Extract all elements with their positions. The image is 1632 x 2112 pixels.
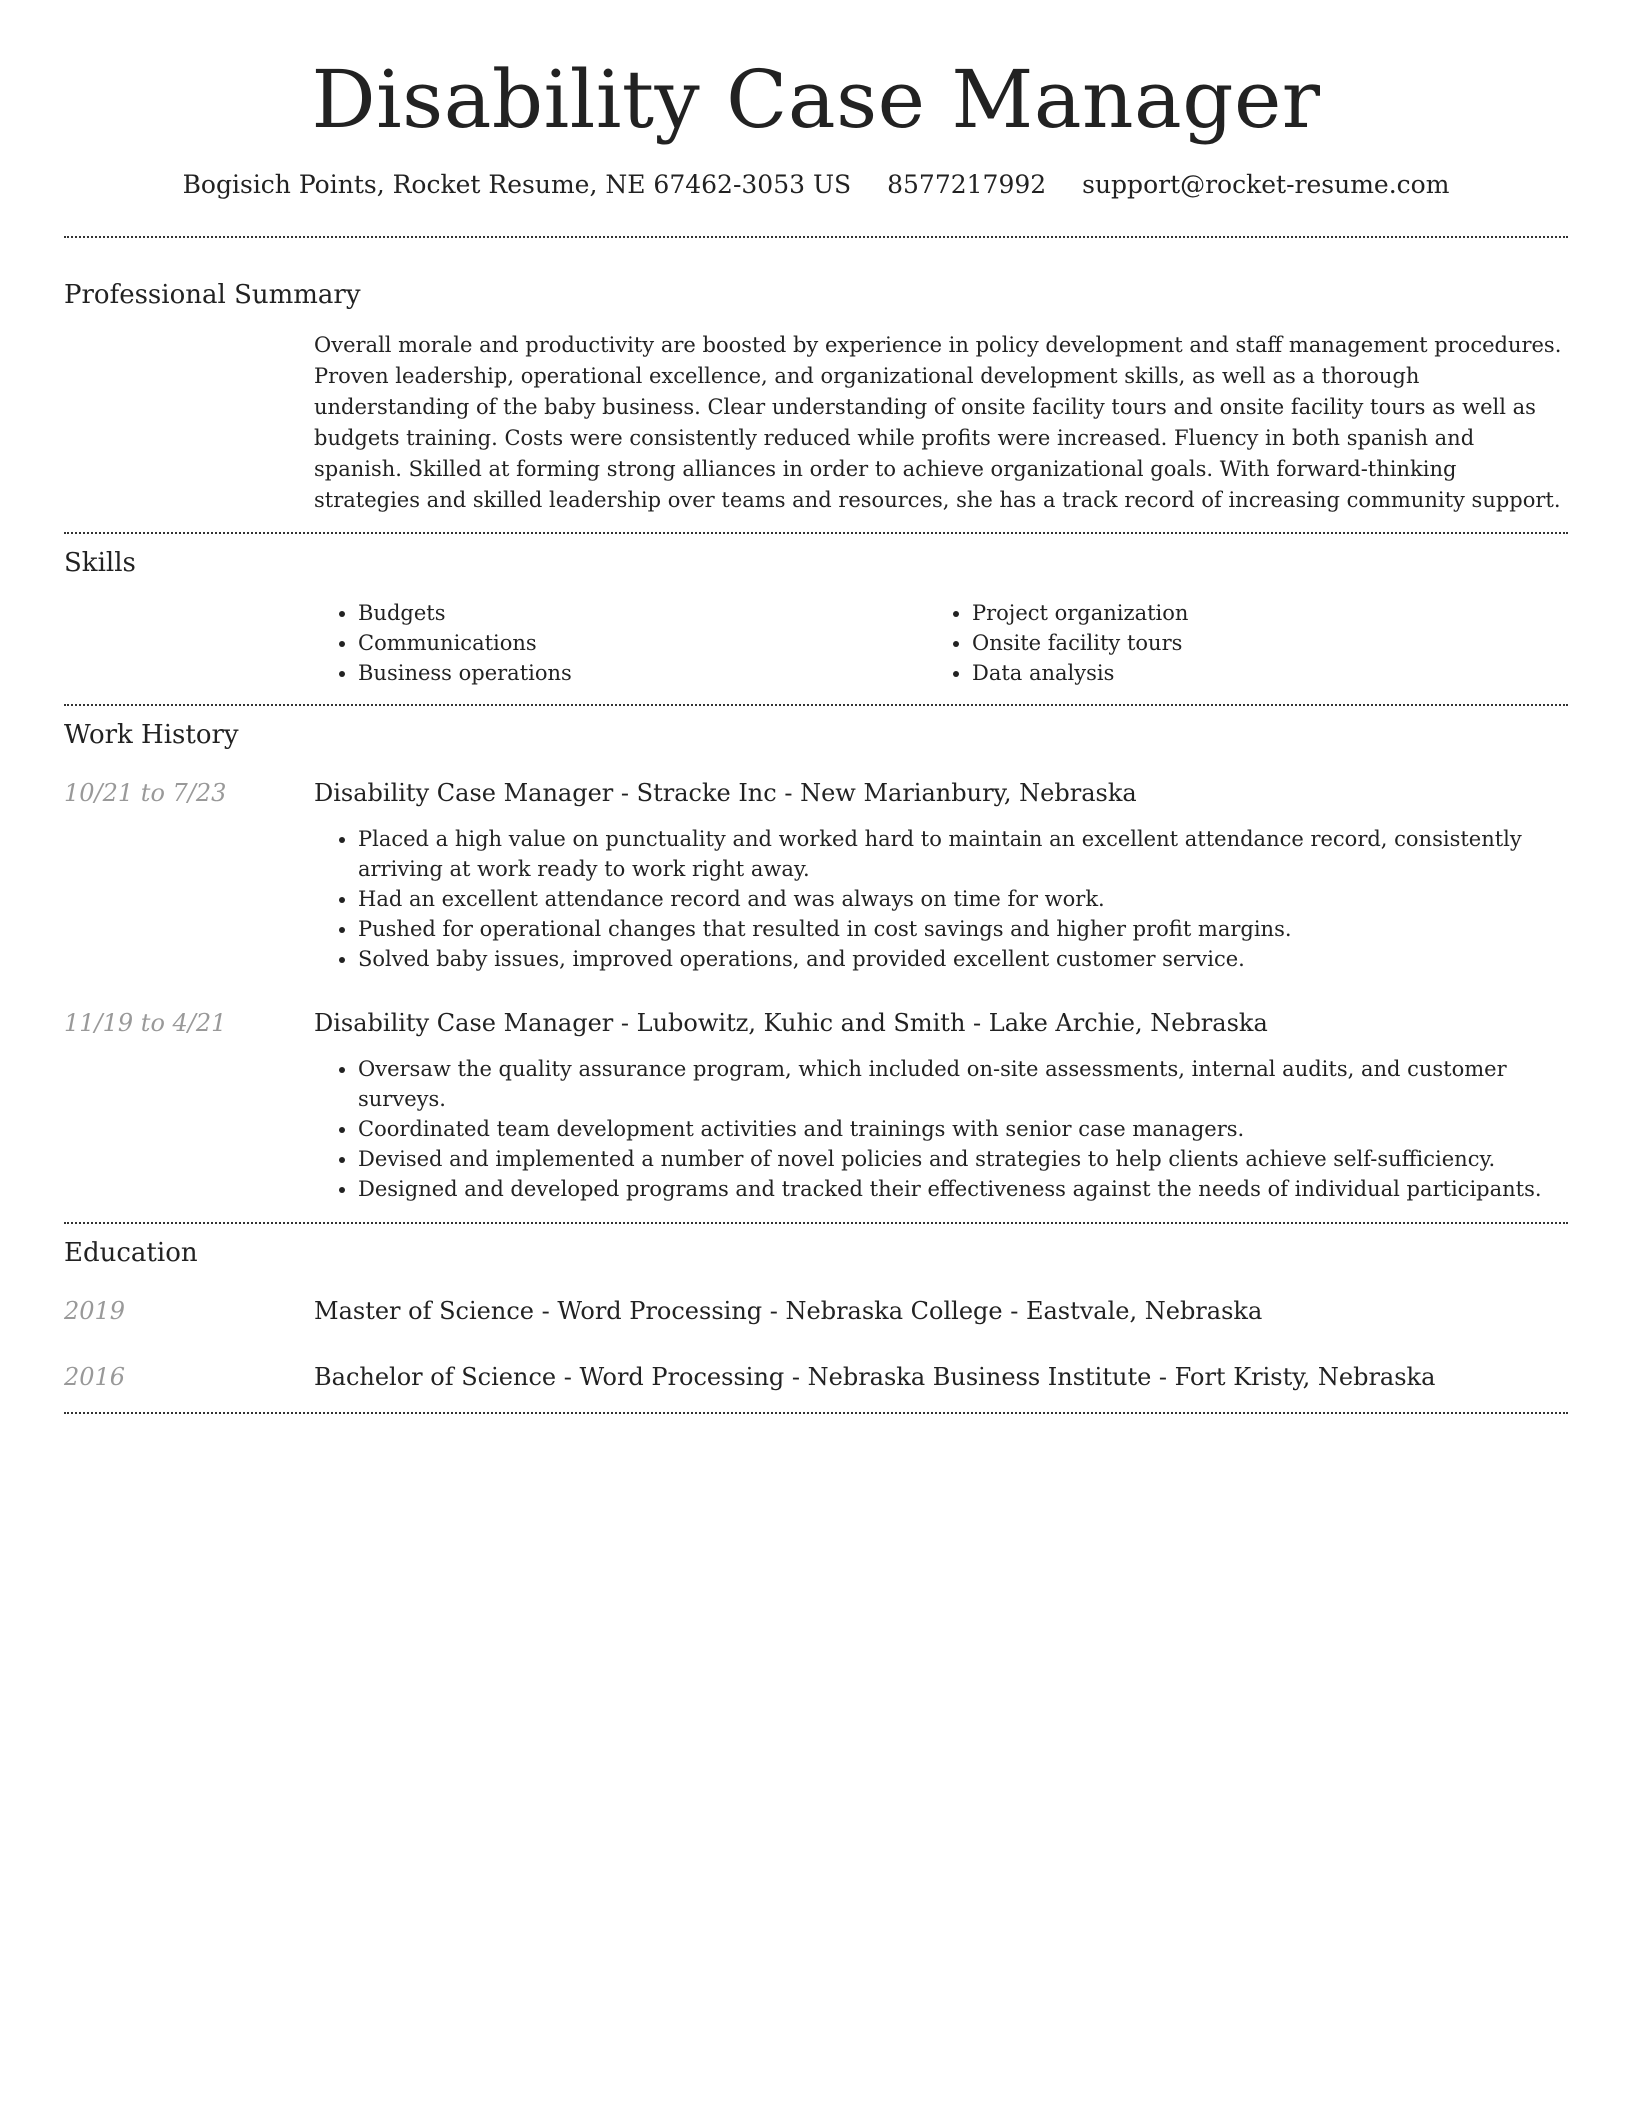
job-title: Disability Case Manager - Stracke Inc - New Marianbury, Nebraska bbox=[314, 779, 1137, 807]
skill-item: • Business operations bbox=[358, 658, 928, 688]
skills-list-left bbox=[314, 598, 928, 688]
job-bullet: • Designed and developed programs and tracked their effectiveness against the needs of individual participants. bbox=[358, 1174, 1568, 1204]
education-section bbox=[64, 1236, 1568, 1412]
section-title-summary: Professional Summary bbox=[64, 280, 361, 310]
spacer bbox=[64, 1394, 1568, 1412]
job-entry bbox=[64, 1006, 1568, 1204]
divider bbox=[64, 236, 1568, 238]
divider bbox=[64, 532, 1568, 534]
education-content bbox=[314, 1360, 1568, 1394]
skill-item: • Project organization bbox=[972, 598, 1542, 628]
education-year: 2019 bbox=[64, 1297, 126, 1325]
job-title: Disability Case Manager - Lubowitz, Kuhic and Smith - Lake Archie, Nebraska bbox=[314, 1009, 1268, 1037]
education-entry bbox=[64, 1294, 1568, 1328]
education-degree: Bachelor of Science - Word Processing - Nebraska Business Institute - Fort Kristy, Nebraska bbox=[314, 1363, 1436, 1391]
section-title-education: Education bbox=[64, 1238, 198, 1268]
work-history-section bbox=[64, 718, 1568, 1222]
skill-item: • Onsite facility tours bbox=[972, 628, 1542, 658]
skill-item: • Communications bbox=[358, 628, 928, 658]
skills-columns bbox=[314, 598, 1568, 688]
skill-item: • Budgets bbox=[358, 598, 928, 628]
section-title-skills: Skills bbox=[64, 548, 136, 578]
job-bullet: • Coordinated team development activities and trainings with senior case managers. bbox=[358, 1114, 1568, 1144]
section-title-work: Work History bbox=[64, 720, 239, 750]
job-bullet: • Oversaw the quality assurance program, which included on-site assessments, internal audits, and customer surveys. bbox=[358, 1054, 1568, 1114]
job-bullet: • Placed a high value on punctuality and worked hard to maintain an excellent attendance record, consistently arriving at work ready to work right away. bbox=[358, 824, 1568, 884]
summary-section bbox=[64, 278, 1568, 516]
divider bbox=[64, 704, 1568, 706]
spacer bbox=[64, 1204, 1568, 1222]
skills-section bbox=[64, 546, 1568, 688]
education-year: 2016 bbox=[64, 1363, 126, 1391]
contact-phone: 8577217992 bbox=[887, 170, 1047, 199]
divider bbox=[64, 1222, 1568, 1224]
contact-address: Bogisich Points, Rocket Resume, NE 67462-3053 US bbox=[182, 170, 852, 199]
education-degree: Master of Science - Word Processing - Nebraska College - Eastvale, Nebraska bbox=[314, 1297, 1263, 1325]
job-entry bbox=[64, 776, 1568, 974]
education-entry bbox=[64, 1360, 1568, 1394]
job-bullets bbox=[314, 824, 1568, 974]
skills-list-right bbox=[928, 598, 1542, 688]
summary-text: Overall morale and productivity are boosted by experience in policy development and staff management procedures. Proven leadership, operational excellence, and organizational development skills, as well as a thorough understanding of the baby business. Clear understanding of onsite facility tours and onsite facility tours as well as budgets training. Costs were consistently reduced while profits were increased. Fluency in both spanish and spanish. Skilled at forming strong alliances in order to achieve organizational goals. With forward-thinking strategies and skilled leadership over teams and resources, she has a track record of increasing community support. bbox=[314, 333, 1562, 512]
education-content bbox=[314, 1294, 1568, 1328]
contact-line bbox=[64, 168, 1568, 202]
skill-item: • Data analysis bbox=[972, 658, 1542, 688]
divider bbox=[64, 1412, 1568, 1414]
job-bullet: • Solved baby issues, improved operations, and provided excellent customer service. bbox=[358, 944, 1568, 974]
job-dates: 10/21 to 7/23 bbox=[64, 779, 227, 807]
job-bullets bbox=[314, 1054, 1568, 1204]
contact-email: support@rocket-resume.com bbox=[1082, 170, 1450, 199]
job-bullet: • Pushed for operational changes that resulted in cost savings and higher profit margins. bbox=[358, 914, 1568, 944]
job-bullet: • Had an excellent attendance record and was always on time for work. bbox=[358, 884, 1568, 914]
job-content bbox=[314, 776, 1568, 974]
candidate-name: Disability Case Manager bbox=[311, 53, 1321, 146]
job-content bbox=[314, 1006, 1568, 1204]
job-bullet: • Devised and implemented a number of novel policies and strategies to help clients achieve self-sufficiency. bbox=[358, 1144, 1568, 1174]
job-dates: 11/19 to 4/21 bbox=[64, 1009, 227, 1037]
